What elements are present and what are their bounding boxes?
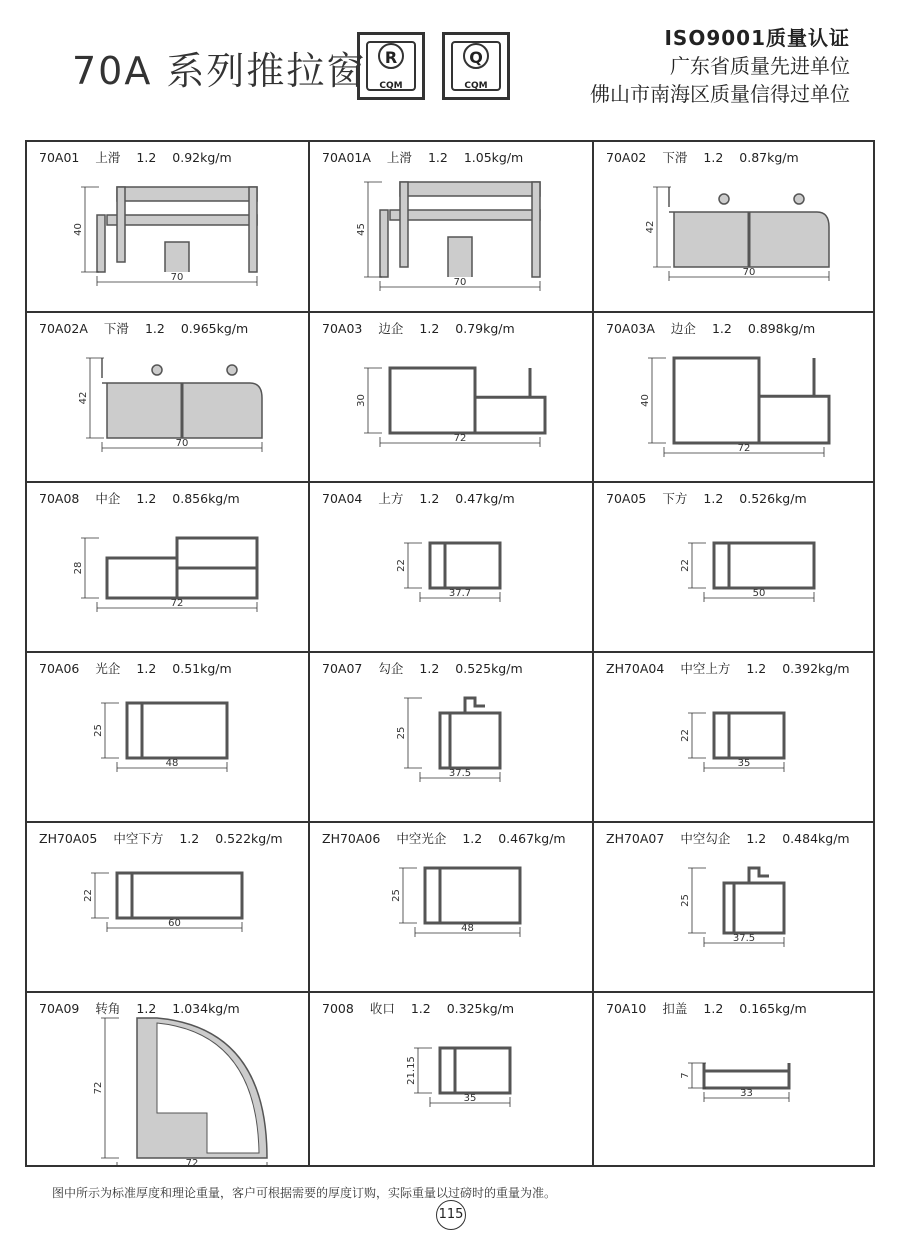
profile-drawing (27, 993, 310, 1165)
dimension-width: 70 (742, 267, 756, 278)
product-cell (594, 142, 873, 313)
profile-chamber (177, 568, 257, 598)
profile-chamber (117, 873, 242, 918)
profile-drawing (27, 313, 310, 483)
product-thickness: 1.2 (144, 321, 165, 336)
product-thickness: 1.2 (419, 321, 440, 336)
product-code: 70A01A (322, 150, 371, 165)
product-code: 70A02A (39, 321, 88, 336)
profile-chamber (759, 396, 829, 443)
dimension-width: 35 (463, 1093, 477, 1104)
certifications (590, 24, 850, 108)
dimension-width: 72 (170, 598, 184, 609)
product-weight: 0.87kg/m (739, 150, 799, 165)
dimension-height: 25 (680, 894, 691, 907)
product-cell (310, 823, 594, 993)
profile-flange (400, 182, 540, 196)
product-thickness: 1.2 (711, 321, 732, 336)
product-grid (25, 140, 875, 1167)
product-cell (27, 823, 310, 993)
dimension-height: 22 (83, 889, 94, 902)
profile-drawing (594, 313, 873, 483)
product-name: 下方 (662, 491, 688, 506)
dimension-height: 21.15 (406, 1056, 417, 1085)
profile-drawing (310, 653, 594, 823)
dimension-height: 42 (645, 220, 656, 234)
dimension-height: 25 (93, 724, 104, 737)
profile-bead (719, 194, 729, 204)
product-code: 70A02 (606, 150, 647, 165)
profile-drawing (594, 993, 873, 1165)
product-code: 70A06 (39, 661, 80, 676)
dimension-width: 37.5 (448, 768, 472, 779)
profile-leg (249, 187, 257, 272)
dimension-width: 70 (453, 277, 467, 288)
profile-section (704, 1063, 789, 1088)
product-name: 中空光企 (396, 831, 447, 846)
product-weight: 0.898kg/m (747, 321, 816, 336)
product-thickness: 1.2 (410, 1001, 431, 1016)
profile-drawing (310, 483, 594, 653)
profile-chamber (430, 543, 500, 588)
dimension-width: 35 (737, 758, 751, 769)
product-weight: 0.47kg/m (455, 491, 515, 506)
product-name: 下滑 (103, 321, 129, 336)
product-name: 中空勾企 (680, 831, 731, 846)
profile-bead (152, 365, 162, 375)
product-cell (594, 483, 873, 653)
profile-chamber (475, 397, 545, 433)
product-cell (27, 313, 310, 483)
cert-line: 广东省质量先进单位 (670, 54, 850, 78)
profile-drawing (594, 483, 873, 653)
product-code: 70A10 (606, 1001, 647, 1016)
profile-drawing (594, 823, 873, 993)
dimension-width: 70 (175, 438, 189, 449)
dimension-height: 42 (78, 391, 89, 405)
cert-line: ISO9001质量认证 (664, 26, 850, 50)
product-cell (27, 993, 310, 1165)
product-weight: 0.484kg/m (782, 831, 850, 846)
profile-chamber (714, 713, 784, 758)
dimension-height: 7 (680, 1072, 691, 1079)
product-thickness: 1.2 (419, 491, 440, 506)
product-code: ZH70A04 (606, 661, 665, 676)
profile-drawing (594, 653, 873, 823)
dimension-height: 40 (73, 223, 84, 236)
dimension-height: 28 (73, 561, 84, 575)
dimension-width: 72 (737, 443, 751, 454)
product-name: 中空下方 (113, 831, 164, 846)
product-weight: 0.165kg/m (739, 1001, 807, 1016)
dimension-height: 22 (680, 559, 691, 572)
product-name: 边企 (378, 321, 404, 336)
footer-note: 图中所示为标准厚度和理论重量，客户可根据需要的厚度订购，实际重量以过磅时的重量为准。 (52, 1186, 557, 1200)
product-cell (27, 142, 310, 313)
product-weight: 1.05kg/m (463, 150, 524, 165)
product-code: 7008 (322, 1001, 354, 1016)
dimension-height: 25 (396, 726, 407, 740)
dimension-height: 72 (93, 1081, 104, 1095)
product-thickness: 1.2 (136, 491, 157, 506)
profile-drawing (310, 823, 594, 993)
dimension-width: 37.5 (732, 933, 756, 944)
profile-drawing (27, 653, 310, 823)
product-name: 下滑 (662, 150, 688, 165)
dimension-width: 50 (752, 588, 766, 599)
product-name: 中空上方 (680, 661, 731, 676)
product-cell (27, 483, 310, 653)
profile-rail (448, 237, 472, 277)
profile-chamber (440, 1048, 510, 1093)
profile-rail (165, 242, 189, 272)
product-thickness: 1.2 (419, 661, 440, 676)
product-thickness: 1.2 (746, 831, 767, 846)
product-name: 转角 (95, 1001, 121, 1016)
product-cell (310, 483, 594, 653)
product-cell (594, 313, 873, 483)
product-code: 70A03A (606, 321, 655, 336)
product-weight: 0.79kg/m (455, 321, 515, 336)
product-thickness: 1.2 (136, 150, 157, 165)
profile-leg (400, 182, 408, 267)
dimension-height: 45 (356, 223, 367, 236)
product-code: 70A05 (606, 491, 647, 506)
product-thickness: 1.2 (136, 661, 157, 676)
profile-chamber (674, 358, 759, 443)
product-cell (310, 142, 594, 313)
profile-chamber (107, 558, 177, 598)
product-weight: 0.92kg/m (172, 150, 232, 165)
dimension-width: 70 (170, 272, 184, 283)
profile-drawing (27, 142, 310, 313)
profile-flange (117, 187, 257, 201)
cqm-q-logo: Q CQM (442, 32, 510, 100)
dimension-height: 22 (680, 729, 691, 742)
product-code: ZH70A07 (606, 831, 665, 846)
product-weight: 0.467kg/m (498, 831, 566, 846)
cert-line: 佛山市南海区质量信得过单位 (590, 82, 850, 106)
product-thickness: 1.2 (746, 661, 767, 676)
product-thickness: 1.2 (703, 150, 724, 165)
profile-bead (794, 194, 804, 204)
profile-drawing (27, 483, 310, 653)
product-weight: 0.525kg/m (455, 661, 523, 676)
product-name: 上滑 (95, 150, 121, 165)
product-code: 70A04 (322, 491, 363, 506)
product-name: 中企 (95, 491, 121, 506)
product-cell (310, 313, 594, 483)
profile-web (390, 210, 540, 220)
product-name: 勾企 (378, 661, 404, 676)
profile-leg (97, 215, 105, 272)
product-thickness: 1.2 (462, 831, 483, 846)
profile-chamber (390, 368, 475, 433)
product-cell (594, 993, 873, 1165)
profile-drawing (310, 313, 594, 483)
product-thickness: 1.2 (179, 831, 200, 846)
product-cell (310, 653, 594, 823)
product-cell (594, 823, 873, 993)
dimension-width: 48 (461, 923, 474, 934)
product-code: 70A07 (322, 661, 363, 676)
dimension-width: 48 (165, 758, 179, 769)
product-thickness: 1.2 (427, 150, 448, 165)
cqm-r-logo: R CQM (357, 32, 425, 100)
product-code: 70A01 (39, 150, 80, 165)
profile-web (107, 215, 257, 225)
product-cell (27, 653, 310, 823)
product-thickness: 1.2 (703, 491, 724, 506)
profile-leg (117, 187, 125, 262)
profile-bead (227, 365, 237, 375)
product-cell (310, 993, 594, 1165)
dimension-width: 37.7 (448, 588, 472, 599)
product-code: ZH70A05 (39, 831, 98, 846)
profile-hook (465, 698, 485, 713)
product-weight: 0.51kg/m (172, 661, 232, 676)
product-name: 上方 (378, 491, 404, 506)
product-weight: 0.965kg/m (180, 321, 249, 336)
product-weight: 0.325kg/m (446, 1001, 515, 1016)
product-name: 光企 (95, 661, 121, 676)
product-code: 70A09 (39, 1001, 80, 1016)
product-weight: 0.856kg/m (172, 491, 240, 506)
product-weight: 0.522kg/m (215, 831, 283, 846)
product-code: 70A03 (322, 321, 363, 336)
product-name: 上滑 (386, 150, 412, 165)
profile-drawing (310, 993, 594, 1165)
product-weight: 0.526kg/m (739, 491, 807, 506)
dimension-width: 60 (168, 918, 181, 929)
product-name: 收口 (369, 1001, 395, 1016)
profile-drawing (27, 823, 310, 993)
page-number: 115 (436, 1200, 466, 1230)
product-code: 70A08 (39, 491, 80, 506)
profile-drawing (594, 142, 873, 313)
product-cell (594, 653, 873, 823)
page-title: 70A 系列推拉窗 (72, 49, 367, 93)
dimension-width: 72 (185, 1158, 199, 1165)
product-thickness: 1.2 (136, 1001, 157, 1016)
profile-leg (380, 210, 388, 277)
dimension-width: 72 (453, 433, 467, 444)
profile-hook (749, 868, 769, 883)
product-name: 边企 (670, 321, 696, 336)
product-name: 扣盖 (662, 1001, 688, 1016)
profile-leg (532, 182, 540, 277)
product-code: ZH70A06 (322, 831, 381, 846)
product-weight: 1.034kg/m (172, 1001, 240, 1016)
product-weight: 0.392kg/m (782, 661, 850, 676)
dimension-height: 30 (356, 394, 367, 407)
profile-drawing (310, 142, 594, 313)
dimension-height: 25 (391, 889, 402, 902)
product-thickness: 1.2 (703, 1001, 724, 1016)
dimension-width: 33 (740, 1088, 753, 1099)
dimension-height: 40 (640, 394, 651, 407)
dimension-height: 22 (396, 559, 407, 572)
